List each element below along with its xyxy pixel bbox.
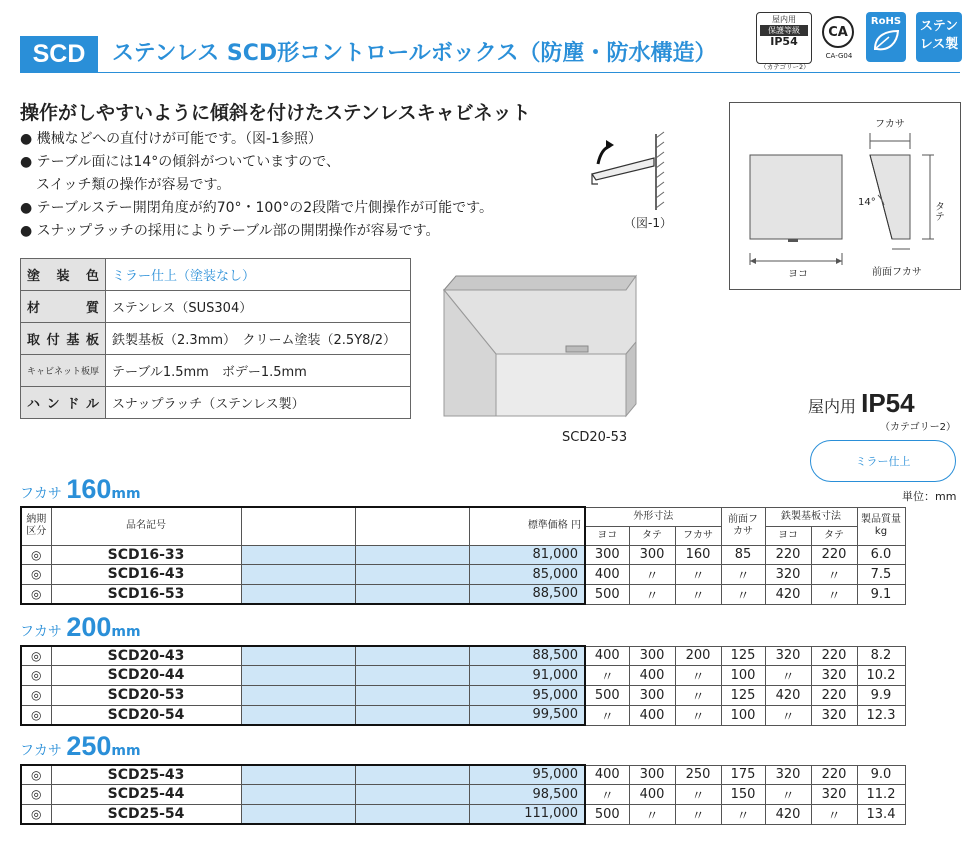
- rohs-label: RoHS: [870, 16, 902, 27]
- header-plate-yoko: ヨコ: [765, 526, 811, 545]
- ip-rating-category: （カテゴリー2）: [880, 422, 956, 433]
- feature-item: ● テーブルステー開閉角度が約70°・100°の2段階で片側操作が可能です。: [20, 200, 494, 216]
- outer-yoko: 500: [585, 685, 629, 705]
- spec-row: [21, 291, 411, 323]
- blank-cell: [241, 646, 355, 665]
- outer-yoko: 300: [585, 545, 629, 564]
- finish-pill: ミラー仕上: [810, 440, 956, 482]
- stainless-line-1: ステン: [919, 19, 959, 34]
- plate-yoko: 〃: [765, 665, 811, 685]
- outer-tate: 400: [629, 665, 675, 685]
- blank-cell: [355, 564, 469, 584]
- table-row: [21, 564, 905, 584]
- plate-tate: 220: [811, 545, 857, 564]
- spec-value: ステンレス（SUS304）: [106, 291, 411, 323]
- dim-fukasa-label: フカサ: [875, 119, 905, 130]
- table-row: [21, 584, 905, 604]
- plate-tate: 〃: [811, 804, 857, 824]
- weight: 12.3: [857, 705, 905, 725]
- front-depth: 〃: [721, 564, 765, 584]
- blank-cell: [241, 564, 355, 584]
- spec-row: [21, 323, 411, 355]
- blank-cell: [355, 705, 469, 725]
- outer-tate: 400: [629, 784, 675, 804]
- depth-value: 250: [66, 731, 112, 761]
- delivery-mark: ◎: [21, 804, 51, 824]
- blank-cell: [241, 584, 355, 604]
- dimension-drawing: [730, 103, 960, 289]
- outer-tate: 〃: [629, 584, 675, 604]
- header-blank: [241, 507, 355, 545]
- blank-cell: [355, 646, 469, 665]
- spec-label: 材質: [21, 291, 106, 323]
- blank-cell: [241, 765, 355, 784]
- price: 98,500: [469, 784, 585, 804]
- outer-fukasa: 〃: [675, 564, 721, 584]
- spec-value: ミラー仕上（塗装なし）: [106, 259, 411, 291]
- blank-cell: [241, 665, 355, 685]
- ip-cert-category: （カテゴリー2）: [760, 63, 810, 71]
- delivery-mark: ◎: [21, 784, 51, 804]
- blank-cell: [241, 545, 355, 564]
- title-underline: [20, 72, 960, 73]
- plate-tate: 220: [811, 765, 857, 784]
- header-blank: [355, 507, 469, 545]
- product-code: SCD20-53: [51, 685, 241, 705]
- ip-cert-grade: 保護等級: [760, 25, 808, 36]
- outer-yoko: 400: [585, 646, 629, 665]
- header-tate: タテ: [629, 526, 675, 545]
- delivery-mark: ◎: [21, 646, 51, 665]
- price: 111,000: [469, 804, 585, 824]
- delivery-mark: ◎: [21, 545, 51, 564]
- product-code: SCD25-44: [51, 784, 241, 804]
- page-title: ステンレス SCD形コントロールボックス（防塵・防水構造）: [112, 41, 717, 66]
- outer-yoko: 400: [585, 564, 629, 584]
- blank-cell: [355, 765, 469, 784]
- product-code: SCD20-54: [51, 705, 241, 725]
- outer-yoko: 〃: [585, 665, 629, 685]
- outer-yoko: 500: [585, 804, 629, 824]
- outer-fukasa: 200: [675, 646, 721, 665]
- ip-cert-indoor: 屋内用: [772, 15, 796, 24]
- plate-yoko: 〃: [765, 784, 811, 804]
- product-code: SCD25-54: [51, 804, 241, 824]
- front-depth: 175: [721, 765, 765, 784]
- feature-item: ● テーブル面には14°の傾斜がついていますので、: [20, 154, 340, 170]
- table-row: [21, 784, 905, 804]
- spec-value: スナップラッチ（ステンレス製）: [106, 387, 411, 419]
- product-table-200: [20, 645, 906, 726]
- front-depth: 85: [721, 545, 765, 564]
- outer-yoko: 〃: [585, 705, 629, 725]
- outer-fukasa: 〃: [675, 665, 721, 685]
- price: 81,000: [469, 545, 585, 564]
- header-price: 標準価格 円: [469, 507, 585, 545]
- delivery-mark: ◎: [21, 564, 51, 584]
- mounting-figure: [584, 130, 674, 214]
- dimension-diagram: [729, 102, 961, 290]
- plate-tate: 320: [811, 705, 857, 725]
- ip-rating: [808, 388, 915, 419]
- price: 95,000: [469, 765, 585, 784]
- ca-cert-code: CA-G04: [825, 52, 853, 60]
- outer-tate: 400: [629, 705, 675, 725]
- weight: 8.2: [857, 646, 905, 665]
- spec-row: [21, 387, 411, 419]
- feature-list: [20, 128, 493, 243]
- weight: 7.5: [857, 564, 905, 584]
- blank-cell: [355, 665, 469, 685]
- header-plate-tate: タテ: [811, 526, 857, 545]
- depth-heading-250: [20, 731, 141, 762]
- table-row: [21, 765, 905, 784]
- header-weight: 製品質量kg: [857, 507, 905, 545]
- outer-fukasa: 〃: [675, 685, 721, 705]
- blank-cell: [241, 804, 355, 824]
- price: 85,000: [469, 564, 585, 584]
- spec-value: 鉄製基板（2.3mm） クリーム塗装（2.5Y8/2）: [106, 323, 411, 355]
- blank-cell: [355, 685, 469, 705]
- spec-label: 塗装色: [21, 259, 106, 291]
- plate-yoko: 420: [765, 584, 811, 604]
- outer-tate: 〃: [629, 804, 675, 824]
- depth-value: 160: [66, 474, 112, 504]
- outer-tate: 300: [629, 545, 675, 564]
- product-code: SCD16-43: [51, 564, 241, 584]
- spec-label: 取付基板: [21, 323, 106, 355]
- subheading: 操作がしやすいように傾斜を付けたステンレスキャビネット: [20, 102, 531, 124]
- spec-table: [20, 258, 411, 419]
- product-table-250: [20, 764, 906, 825]
- front-depth: 100: [721, 665, 765, 685]
- delivery-mark: ◎: [21, 765, 51, 784]
- feature-item: ● 機械などへの直付けが可能です。（図-1参照）: [20, 131, 322, 147]
- outer-yoko: 400: [585, 765, 629, 784]
- ip-rating-prefix: 屋内用: [808, 397, 857, 416]
- header-yoko: ヨコ: [585, 526, 629, 545]
- depth-unit: mm: [111, 624, 141, 640]
- plate-yoko: 420: [765, 685, 811, 705]
- plate-tate: 220: [811, 685, 857, 705]
- weight: 11.2: [857, 784, 905, 804]
- outer-fukasa: 250: [675, 765, 721, 784]
- table-row: [21, 685, 905, 705]
- feature-item: スイッチ類の操作が容易です。: [36, 177, 231, 193]
- unit-label: 単位：mm: [902, 490, 957, 503]
- plate-yoko: 320: [765, 765, 811, 784]
- header-code: 品名記号: [51, 507, 241, 545]
- spec-row: [21, 355, 411, 387]
- outer-fukasa: 〃: [675, 705, 721, 725]
- dim-angle-label: 14°: [858, 197, 876, 208]
- blank-cell: [355, 584, 469, 604]
- front-depth: 〃: [721, 584, 765, 604]
- depth-value: 200: [66, 612, 112, 642]
- blank-cell: [241, 705, 355, 725]
- outer-fukasa: 160: [675, 545, 721, 564]
- plate-tate: 320: [811, 665, 857, 685]
- product-code: SCD16-53: [51, 584, 241, 604]
- table-row: [21, 804, 905, 824]
- product-code: SCD20-44: [51, 665, 241, 685]
- front-depth: 125: [721, 646, 765, 665]
- depth-prefix: フカサ: [20, 486, 62, 502]
- blank-cell: [241, 685, 355, 705]
- spec-row: [21, 259, 411, 291]
- blank-cell: [241, 784, 355, 804]
- price: 88,500: [469, 646, 585, 665]
- plate-yoko: 〃: [765, 705, 811, 725]
- product-table-160: [20, 506, 906, 605]
- price: 95,000: [469, 685, 585, 705]
- depth-unit: mm: [111, 743, 141, 759]
- front-depth: 125: [721, 685, 765, 705]
- header-outer: 外形寸法: [585, 507, 721, 526]
- price: 88,500: [469, 584, 585, 604]
- outer-fukasa: 〃: [675, 804, 721, 824]
- depth-unit: mm: [111, 486, 141, 502]
- header-front: 前面フカサ: [721, 507, 765, 545]
- delivery-mark: ◎: [21, 705, 51, 725]
- product-code: SCD25-43: [51, 765, 241, 784]
- outer-fukasa: 〃: [675, 784, 721, 804]
- stainless-badge: [916, 12, 962, 62]
- plate-yoko: 420: [765, 804, 811, 824]
- weight: 9.0: [857, 765, 905, 784]
- stainless-line-2: レス製: [919, 37, 959, 52]
- plate-tate: 220: [811, 646, 857, 665]
- ca-cert-icon: CA: [822, 16, 854, 48]
- price: 91,000: [469, 665, 585, 685]
- weight: 13.4: [857, 804, 905, 824]
- outer-yoko: 〃: [585, 784, 629, 804]
- header-delivery: 納期区分: [21, 507, 51, 545]
- blank-cell: [355, 804, 469, 824]
- ip-rating-value: IP54: [861, 388, 915, 418]
- weight: 9.1: [857, 584, 905, 604]
- price: 99,500: [469, 705, 585, 725]
- depth-heading-160: [20, 474, 141, 505]
- spec-value: テーブル1.5mm ボデー1.5mm: [106, 355, 411, 387]
- depth-prefix: フカサ: [20, 743, 62, 759]
- weight: 9.9: [857, 685, 905, 705]
- ip-cert-value: IP54: [770, 35, 798, 48]
- table-header-row: [21, 507, 905, 526]
- weight: 6.0: [857, 545, 905, 564]
- plate-yoko: 220: [765, 545, 811, 564]
- blank-cell: [355, 784, 469, 804]
- plate-tate: 〃: [811, 584, 857, 604]
- plate-yoko: 320: [765, 564, 811, 584]
- depth-heading-200: [20, 612, 141, 643]
- outer-tate: 〃: [629, 564, 675, 584]
- ip54-cert-badge: [756, 12, 812, 64]
- outer-tate: 300: [629, 765, 675, 784]
- front-depth: 150: [721, 784, 765, 804]
- product-image: [440, 272, 650, 420]
- table-row: [21, 665, 905, 685]
- delivery-mark: ◎: [21, 584, 51, 604]
- plate-tate: 320: [811, 784, 857, 804]
- header-fukasa: フカサ: [675, 526, 721, 545]
- front-depth: 〃: [721, 804, 765, 824]
- dim-yoko-label: ヨコ: [788, 269, 808, 280]
- blank-cell: [355, 545, 469, 564]
- product-code: SCD20-43: [51, 646, 241, 665]
- outer-tate: 300: [629, 646, 675, 665]
- rohs-badge: [866, 12, 906, 62]
- feature-item: ● スナップラッチの採用によりテーブル部の開閉操作が容易です。: [20, 223, 440, 239]
- dim-front-depth-label: 前面フカサ: [872, 267, 922, 278]
- figure-1-label: （図-1）: [624, 216, 672, 230]
- outer-tate: 300: [629, 685, 675, 705]
- spec-label: キャビネット板厚: [21, 355, 106, 387]
- delivery-mark: ◎: [21, 685, 51, 705]
- series-badge: SCD: [20, 36, 98, 72]
- product-caption: SCD20-53: [562, 430, 628, 445]
- delivery-mark: ◎: [21, 665, 51, 685]
- outer-fukasa: 〃: [675, 584, 721, 604]
- table-row: [21, 705, 905, 725]
- table-row: [21, 646, 905, 665]
- front-depth: 100: [721, 705, 765, 725]
- dim-tate-label: タテ: [932, 201, 944, 221]
- product-code: SCD16-33: [51, 545, 241, 564]
- weight: 10.2: [857, 665, 905, 685]
- spec-label: ハンドル: [21, 387, 106, 419]
- plate-tate: 〃: [811, 564, 857, 584]
- depth-prefix: フカサ: [20, 624, 62, 640]
- table-row: [21, 545, 905, 564]
- header-plate: 鉄製基板寸法: [765, 507, 857, 526]
- outer-yoko: 500: [585, 584, 629, 604]
- leaf-icon: [871, 27, 901, 53]
- plate-yoko: 320: [765, 646, 811, 665]
